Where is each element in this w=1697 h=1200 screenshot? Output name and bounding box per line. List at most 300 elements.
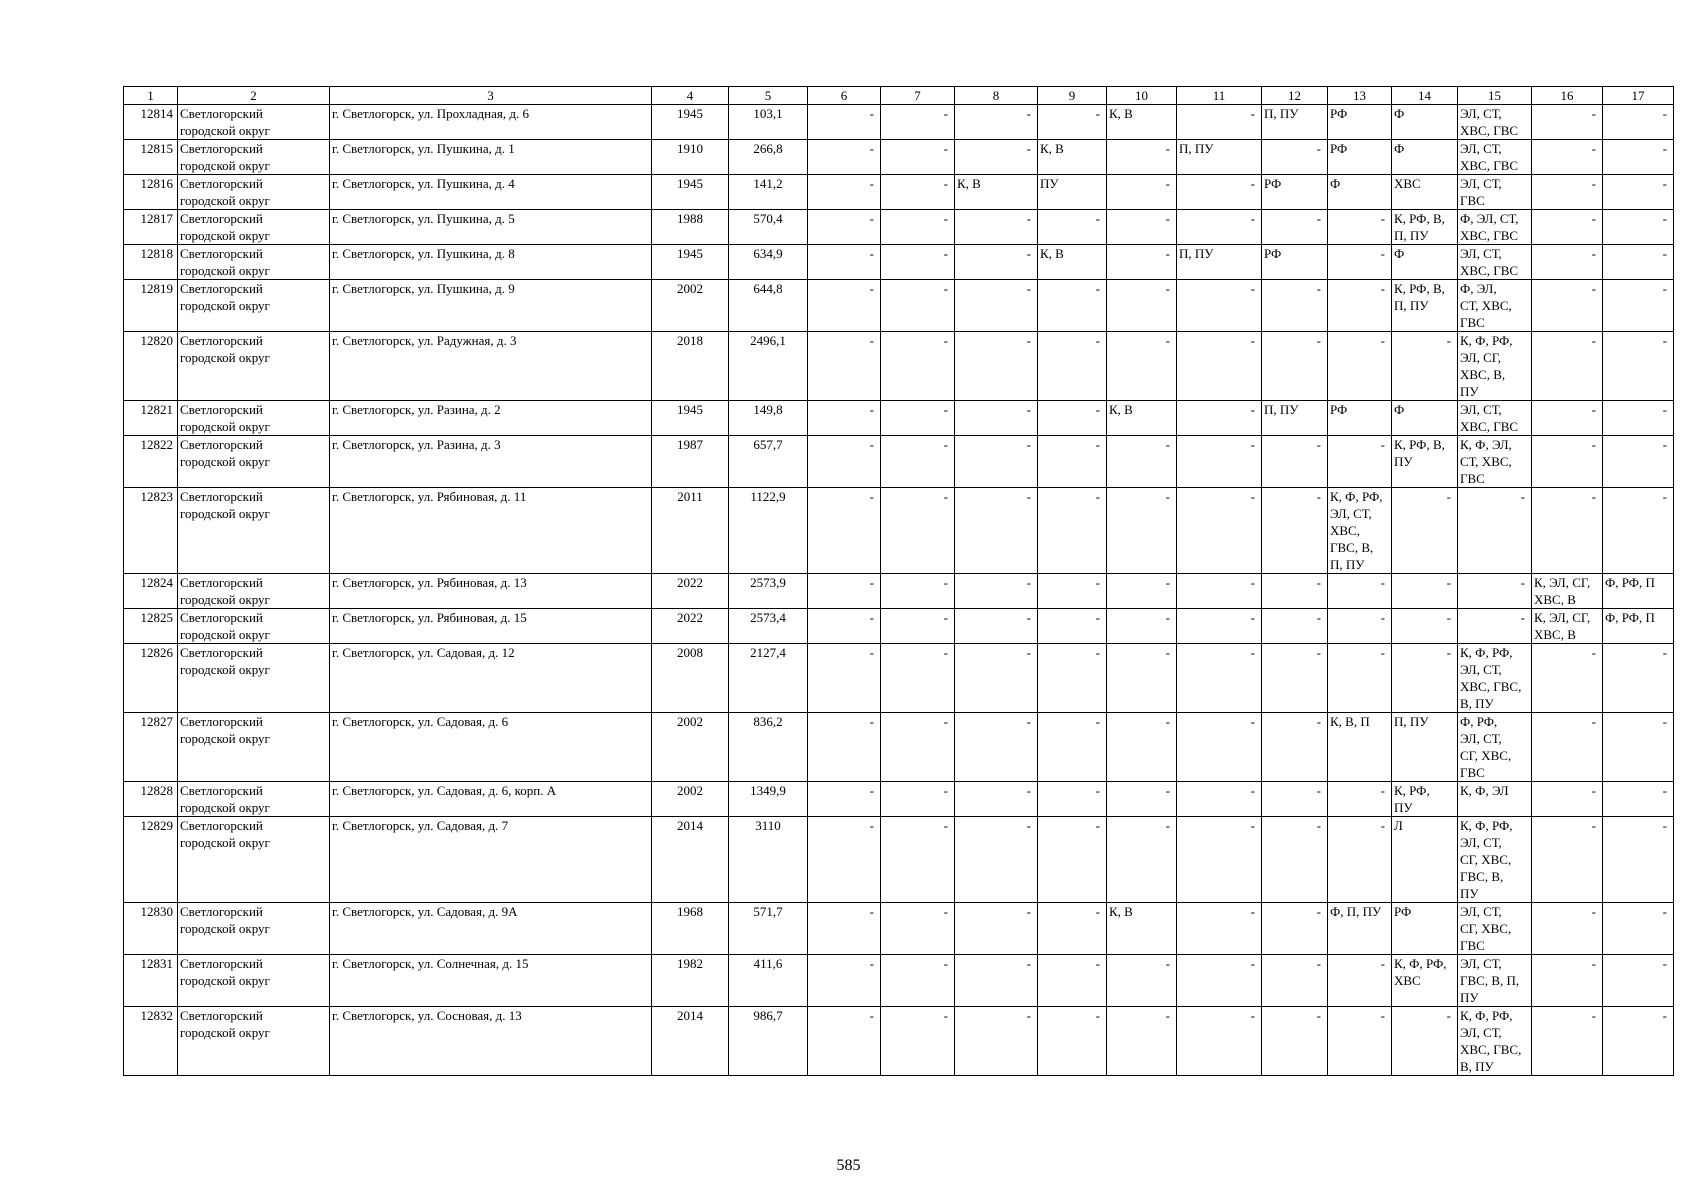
cell-col-14: Ф [1392, 245, 1458, 280]
cell-col-7: - [881, 436, 955, 488]
cell-row-number: 12823 [124, 488, 178, 574]
cell-col-13: Ф [1328, 175, 1392, 210]
cell-col-6: - [808, 817, 881, 903]
cell-col-7: - [881, 210, 955, 245]
cell-col-17: - [1603, 1007, 1674, 1076]
cell-col-15: К, Ф, РФ, ЭЛ, СГ, ХВС, В, ПУ [1458, 332, 1532, 401]
cell-col-16: - [1532, 280, 1603, 332]
cell-col-9: - [1038, 609, 1107, 644]
cell-area: 836,2 [729, 713, 808, 782]
cell-col-13: - [1328, 574, 1392, 609]
cell-col-12: - [1262, 713, 1328, 782]
cell-col-11: - [1177, 436, 1262, 488]
cell-col-7: - [881, 817, 955, 903]
cell-col-7: - [881, 175, 955, 210]
cell-col-17: - [1603, 175, 1674, 210]
cell-col-7: - [881, 280, 955, 332]
cell-col-17: - [1603, 488, 1674, 574]
cell-col-10: К, В [1107, 105, 1177, 140]
cell-col-13: К, В, П [1328, 713, 1392, 782]
cell-col-15: ЭЛ, СТ, СГ, ХВС, ГВС [1458, 903, 1532, 955]
table-row [124, 574, 1674, 609]
cell-col-6: - [808, 644, 881, 713]
cell-col-10: - [1107, 280, 1177, 332]
cell-col-12: - [1262, 903, 1328, 955]
cell-col-12: - [1262, 332, 1328, 401]
cell-col-6: - [808, 574, 881, 609]
cell-col-9: - [1038, 782, 1107, 817]
cell-col-8: - [955, 644, 1038, 713]
cell-col-15: ЭЛ, СТ, ГВС, В, П, ПУ [1458, 955, 1532, 1007]
cell-area: 657,7 [729, 436, 808, 488]
column-header-3: 3 [330, 87, 652, 105]
cell-address: г. Светлогорск, ул. Садовая, д. 6 [330, 713, 652, 782]
cell-col-10: К, В [1107, 401, 1177, 436]
cell-col-10: - [1107, 609, 1177, 644]
cell-year: 2014 [652, 817, 729, 903]
cell-col-12: - [1262, 955, 1328, 1007]
cell-year: 2022 [652, 574, 729, 609]
cell-area: 1122,9 [729, 488, 808, 574]
cell-col-11: - [1177, 105, 1262, 140]
cell-col-16: - [1532, 488, 1603, 574]
column-header-10: 10 [1107, 87, 1177, 105]
column-header-17: 17 [1603, 87, 1674, 105]
header-row [124, 87, 1674, 105]
cell-col-17: - [1603, 436, 1674, 488]
cell-year: 1987 [652, 436, 729, 488]
cell-area: 2573,4 [729, 609, 808, 644]
cell-area: 3110 [729, 817, 808, 903]
cell-col-7: - [881, 1007, 955, 1076]
cell-col-9: - [1038, 713, 1107, 782]
cell-col-8: - [955, 713, 1038, 782]
cell-row-number: 12829 [124, 817, 178, 903]
cell-year: 2002 [652, 713, 729, 782]
cell-col-14: Ф [1392, 401, 1458, 436]
column-header-15: 15 [1458, 87, 1532, 105]
cell-area: 570,4 [729, 210, 808, 245]
cell-col-11: - [1177, 782, 1262, 817]
cell-col-17: - [1603, 644, 1674, 713]
cell-col-13: К, Ф, РФ, ЭЛ, СТ, ХВС, ГВС, В, П, ПУ [1328, 488, 1392, 574]
cell-col-7: - [881, 401, 955, 436]
column-header-9: 9 [1038, 87, 1107, 105]
cell-col-7: - [881, 713, 955, 782]
cell-col-9: - [1038, 1007, 1107, 1076]
cell-col-11: - [1177, 644, 1262, 713]
cell-col-10: - [1107, 332, 1177, 401]
cell-col-12: - [1262, 644, 1328, 713]
cell-col-15: ЭЛ, СТ, ХВС, ГВС [1458, 140, 1532, 175]
cell-col-17: - [1603, 903, 1674, 955]
cell-municipality: Светлогорский городской округ [178, 574, 330, 609]
cell-address: г. Светлогорск, ул. Пушкина, д. 9 [330, 280, 652, 332]
cell-address: г. Светлогорск, ул. Прохладная, д. 6 [330, 105, 652, 140]
cell-col-11: - [1177, 332, 1262, 401]
cell-row-number: 12814 [124, 105, 178, 140]
cell-row-number: 12818 [124, 245, 178, 280]
cell-year: 2011 [652, 488, 729, 574]
cell-col-14: - [1392, 644, 1458, 713]
cell-col-6: - [808, 488, 881, 574]
cell-col-9: - [1038, 436, 1107, 488]
cell-col-7: - [881, 140, 955, 175]
cell-col-11: - [1177, 175, 1262, 210]
cell-col-6: - [808, 280, 881, 332]
cell-col-14: - [1392, 574, 1458, 609]
table-row [124, 782, 1674, 817]
cell-municipality: Светлогорский городской округ [178, 175, 330, 210]
cell-col-6: - [808, 713, 881, 782]
table-row [124, 245, 1674, 280]
cell-col-17: - [1603, 245, 1674, 280]
cell-col-13: - [1328, 245, 1392, 280]
cell-col-16: - [1532, 175, 1603, 210]
table-row [124, 210, 1674, 245]
cell-col-12: - [1262, 1007, 1328, 1076]
cell-col-12: - [1262, 817, 1328, 903]
cell-col-8: - [955, 1007, 1038, 1076]
cell-address: г. Светлогорск, ул. Пушкина, д. 5 [330, 210, 652, 245]
cell-col-6: - [808, 332, 881, 401]
cell-address: г. Светлогорск, ул. Рябиновая, д. 15 [330, 609, 652, 644]
cell-col-10: - [1107, 644, 1177, 713]
cell-col-12: - [1262, 488, 1328, 574]
cell-col-14: - [1392, 488, 1458, 574]
cell-year: 2002 [652, 280, 729, 332]
cell-col-10: К, В [1107, 903, 1177, 955]
cell-municipality: Светлогорский городской округ [178, 1007, 330, 1076]
cell-col-9: - [1038, 401, 1107, 436]
table-row [124, 105, 1674, 140]
cell-col-10: - [1107, 782, 1177, 817]
cell-col-17: - [1603, 401, 1674, 436]
column-header-1: 1 [124, 87, 178, 105]
cell-col-13: - [1328, 332, 1392, 401]
cell-col-15: К, Ф, РФ, ЭЛ, СТ, ХВС, ГВС, В, ПУ [1458, 1007, 1532, 1076]
cell-row-number: 12820 [124, 332, 178, 401]
cell-area: 986,7 [729, 1007, 808, 1076]
cell-col-7: - [881, 644, 955, 713]
cell-year: 1988 [652, 210, 729, 245]
page-number: 585 [836, 1157, 861, 1174]
cell-address: г. Светлогорск, ул. Радужная, д. 3 [330, 332, 652, 401]
cell-col-16: - [1532, 782, 1603, 817]
cell-municipality: Светлогорский городской округ [178, 332, 330, 401]
cell-col-8: - [955, 903, 1038, 955]
cell-col-14: П, ПУ [1392, 713, 1458, 782]
cell-col-15: - [1458, 609, 1532, 644]
cell-row-number: 12825 [124, 609, 178, 644]
cell-address: г. Светлогорск, ул. Солнечная, д. 15 [330, 955, 652, 1007]
cell-municipality: Светлогорский городской округ [178, 401, 330, 436]
cell-col-9: - [1038, 644, 1107, 713]
cell-col-17: - [1603, 713, 1674, 782]
cell-municipality: Светлогорский городской округ [178, 817, 330, 903]
cell-col-12: П, ПУ [1262, 401, 1328, 436]
cell-municipality: Светлогорский городской округ [178, 436, 330, 488]
cell-col-14: ХВС [1392, 175, 1458, 210]
cell-col-8: - [955, 401, 1038, 436]
cell-municipality: Светлогорский городской округ [178, 488, 330, 574]
cell-col-11: - [1177, 401, 1262, 436]
cell-col-7: - [881, 782, 955, 817]
cell-col-17: Ф, РФ, П [1603, 574, 1674, 609]
cell-col-6: - [808, 105, 881, 140]
cell-row-number: 12815 [124, 140, 178, 175]
cell-col-16: - [1532, 1007, 1603, 1076]
cell-col-10: - [1107, 1007, 1177, 1076]
cell-col-8: - [955, 210, 1038, 245]
cell-col-14: - [1392, 609, 1458, 644]
column-header-7: 7 [881, 87, 955, 105]
cell-col-17: - [1603, 332, 1674, 401]
table-row [124, 280, 1674, 332]
cell-col-7: - [881, 105, 955, 140]
table-row [124, 644, 1674, 713]
cell-col-16: - [1532, 955, 1603, 1007]
cell-col-7: - [881, 332, 955, 401]
cell-row-number: 12827 [124, 713, 178, 782]
cell-area: 2127,4 [729, 644, 808, 713]
cell-col-13: РФ [1328, 105, 1392, 140]
cell-col-12: - [1262, 280, 1328, 332]
cell-col-9: - [1038, 955, 1107, 1007]
cell-col-12: - [1262, 574, 1328, 609]
cell-col-10: - [1107, 574, 1177, 609]
cell-col-7: - [881, 488, 955, 574]
cell-col-10: - [1107, 210, 1177, 245]
cell-col-6: - [808, 140, 881, 175]
cell-col-8: - [955, 245, 1038, 280]
cell-col-14: Ф [1392, 140, 1458, 175]
cell-col-15: Ф, ЭЛ, СТ, ХВС, ГВС [1458, 280, 1532, 332]
column-header-5: 5 [729, 87, 808, 105]
cell-municipality: Светлогорский городской округ [178, 210, 330, 245]
column-header-2: 2 [178, 87, 330, 105]
cell-col-13: - [1328, 1007, 1392, 1076]
cell-col-6: - [808, 955, 881, 1007]
cell-col-10: - [1107, 245, 1177, 280]
cell-col-13: - [1328, 817, 1392, 903]
cell-col-15: ЭЛ, СТ, ХВС, ГВС [1458, 401, 1532, 436]
cell-col-11: П, ПУ [1177, 140, 1262, 175]
cell-col-12: - [1262, 609, 1328, 644]
cell-municipality: Светлогорский городской округ [178, 782, 330, 817]
cell-col-10: - [1107, 955, 1177, 1007]
cell-row-number: 12824 [124, 574, 178, 609]
cell-municipality: Светлогорский городской округ [178, 609, 330, 644]
cell-col-8: - [955, 488, 1038, 574]
cell-col-8: - [955, 817, 1038, 903]
cell-col-16: - [1532, 903, 1603, 955]
column-header-12: 12 [1262, 87, 1328, 105]
cell-year: 1945 [652, 105, 729, 140]
cell-col-6: - [808, 1007, 881, 1076]
cell-area: 644,8 [729, 280, 808, 332]
cell-col-6: - [808, 903, 881, 955]
cell-col-6: - [808, 210, 881, 245]
cell-col-15: Ф, ЭЛ, СТ, ХВС, ГВС [1458, 210, 1532, 245]
cell-col-11: - [1177, 1007, 1262, 1076]
cell-col-6: - [808, 609, 881, 644]
cell-year: 1945 [652, 401, 729, 436]
cell-col-17: - [1603, 140, 1674, 175]
cell-col-8: - [955, 574, 1038, 609]
cell-col-10: - [1107, 713, 1177, 782]
cell-col-15: - [1458, 574, 1532, 609]
cell-col-17: Ф, РФ, П [1603, 609, 1674, 644]
cell-col-14: РФ [1392, 903, 1458, 955]
cell-col-16: - [1532, 817, 1603, 903]
table-row [124, 955, 1674, 1007]
cell-col-15: К, Ф, РФ, ЭЛ, СТ, ХВС, ГВС, В, ПУ [1458, 644, 1532, 713]
cell-area: 103,1 [729, 105, 808, 140]
column-header-11: 11 [1177, 87, 1262, 105]
cell-col-9: - [1038, 210, 1107, 245]
column-header-14: 14 [1392, 87, 1458, 105]
cell-col-6: - [808, 245, 881, 280]
cell-col-12: - [1262, 210, 1328, 245]
cell-col-16: - [1532, 210, 1603, 245]
cell-address: г. Светлогорск, ул. Пушкина, д. 8 [330, 245, 652, 280]
cell-col-11: - [1177, 903, 1262, 955]
cell-area: 2573,9 [729, 574, 808, 609]
cell-col-10: - [1107, 817, 1177, 903]
cell-col-16: - [1532, 436, 1603, 488]
cell-col-11: - [1177, 488, 1262, 574]
cell-col-9: - [1038, 332, 1107, 401]
cell-year: 1968 [652, 903, 729, 955]
table-row [124, 436, 1674, 488]
cell-col-13: - [1328, 436, 1392, 488]
cell-col-16: К, ЭЛ, СГ, ХВС, В [1532, 574, 1603, 609]
cell-col-14: - [1392, 332, 1458, 401]
cell-col-10: - [1107, 488, 1177, 574]
table-row [124, 713, 1674, 782]
table-body [124, 87, 1674, 1076]
cell-col-13: - [1328, 609, 1392, 644]
cell-col-13: - [1328, 280, 1392, 332]
cell-area: 634,9 [729, 245, 808, 280]
cell-col-7: - [881, 609, 955, 644]
cell-col-15: ЭЛ, СТ, ХВС, ГВС [1458, 245, 1532, 280]
cell-col-11: П, ПУ [1177, 245, 1262, 280]
cell-col-15: ЭЛ, СТ, ГВС [1458, 175, 1532, 210]
cell-row-number: 12816 [124, 175, 178, 210]
cell-municipality: Светлогорский городской округ [178, 644, 330, 713]
cell-col-17: - [1603, 280, 1674, 332]
cell-col-13: РФ [1328, 401, 1392, 436]
cell-col-9: - [1038, 280, 1107, 332]
cell-year: 1982 [652, 955, 729, 1007]
table-row [124, 903, 1674, 955]
cell-year: 2008 [652, 644, 729, 713]
cell-year: 2018 [652, 332, 729, 401]
cell-col-6: - [808, 175, 881, 210]
cell-municipality: Светлогорский городской округ [178, 245, 330, 280]
cell-col-8: - [955, 140, 1038, 175]
cell-col-8: - [955, 955, 1038, 1007]
table-row [124, 332, 1674, 401]
cell-col-9: - [1038, 574, 1107, 609]
cell-col-16: - [1532, 644, 1603, 713]
cell-col-16: - [1532, 332, 1603, 401]
cell-col-8: - [955, 436, 1038, 488]
cell-col-8: - [955, 782, 1038, 817]
table-row [124, 488, 1674, 574]
cell-col-14: Ф [1392, 105, 1458, 140]
cell-col-15: ЭЛ, СТ, ХВС, ГВС [1458, 105, 1532, 140]
cell-col-14: К, Ф, РФ, ХВС [1392, 955, 1458, 1007]
cell-row-number: 12831 [124, 955, 178, 1007]
cell-row-number: 12832 [124, 1007, 178, 1076]
cell-row-number: 12828 [124, 782, 178, 817]
cell-area: 571,7 [729, 903, 808, 955]
cell-col-11: - [1177, 574, 1262, 609]
cell-col-11: - [1177, 210, 1262, 245]
cell-year: 1945 [652, 175, 729, 210]
cell-col-13: - [1328, 955, 1392, 1007]
cell-col-8: - [955, 332, 1038, 401]
cell-col-15: К, Ф, ЭЛ [1458, 782, 1532, 817]
cell-col-10: - [1107, 175, 1177, 210]
cell-col-9: ПУ [1038, 175, 1107, 210]
cell-col-9: - [1038, 105, 1107, 140]
cell-col-9: К, В [1038, 140, 1107, 175]
table-row [124, 175, 1674, 210]
cell-col-9: К, В [1038, 245, 1107, 280]
cell-address: г. Светлогорск, ул. Садовая, д. 12 [330, 644, 652, 713]
cell-col-12: - [1262, 782, 1328, 817]
cell-address: г. Светлогорск, ул. Сосновая, д. 13 [330, 1007, 652, 1076]
cell-col-14: К, РФ, В, П, ПУ [1392, 210, 1458, 245]
cell-col-13: - [1328, 210, 1392, 245]
cell-year: 1945 [652, 245, 729, 280]
cell-row-number: 12819 [124, 280, 178, 332]
cell-col-12: П, ПУ [1262, 105, 1328, 140]
column-header-8: 8 [955, 87, 1038, 105]
cell-col-13: РФ [1328, 140, 1392, 175]
cell-col-7: - [881, 903, 955, 955]
cell-row-number: 12817 [124, 210, 178, 245]
cell-col-12: РФ [1262, 245, 1328, 280]
cell-col-16: - [1532, 245, 1603, 280]
cell-col-17: - [1603, 105, 1674, 140]
cell-address: г. Светлогорск, ул. Рябиновая, д. 11 [330, 488, 652, 574]
cell-area: 141,2 [729, 175, 808, 210]
cell-col-8: - [955, 280, 1038, 332]
cell-municipality: Светлогорский городской округ [178, 903, 330, 955]
cell-row-number: 12826 [124, 644, 178, 713]
cell-col-14: Л [1392, 817, 1458, 903]
cell-municipality: Светлогорский городской округ [178, 955, 330, 1007]
cell-municipality: Светлогорский городской округ [178, 713, 330, 782]
cell-row-number: 12830 [124, 903, 178, 955]
cell-area: 1349,9 [729, 782, 808, 817]
cell-col-6: - [808, 782, 881, 817]
cell-col-14: - [1392, 1007, 1458, 1076]
cell-col-8: - [955, 105, 1038, 140]
cell-col-13: - [1328, 782, 1392, 817]
cell-col-15: К, Ф, ЭЛ, СТ, ХВС, ГВС [1458, 436, 1532, 488]
table-row [124, 401, 1674, 436]
cell-col-7: - [881, 955, 955, 1007]
cell-address: г. Светлогорск, ул. Пушкина, д. 4 [330, 175, 652, 210]
cell-area: 411,6 [729, 955, 808, 1007]
cell-col-9: - [1038, 903, 1107, 955]
